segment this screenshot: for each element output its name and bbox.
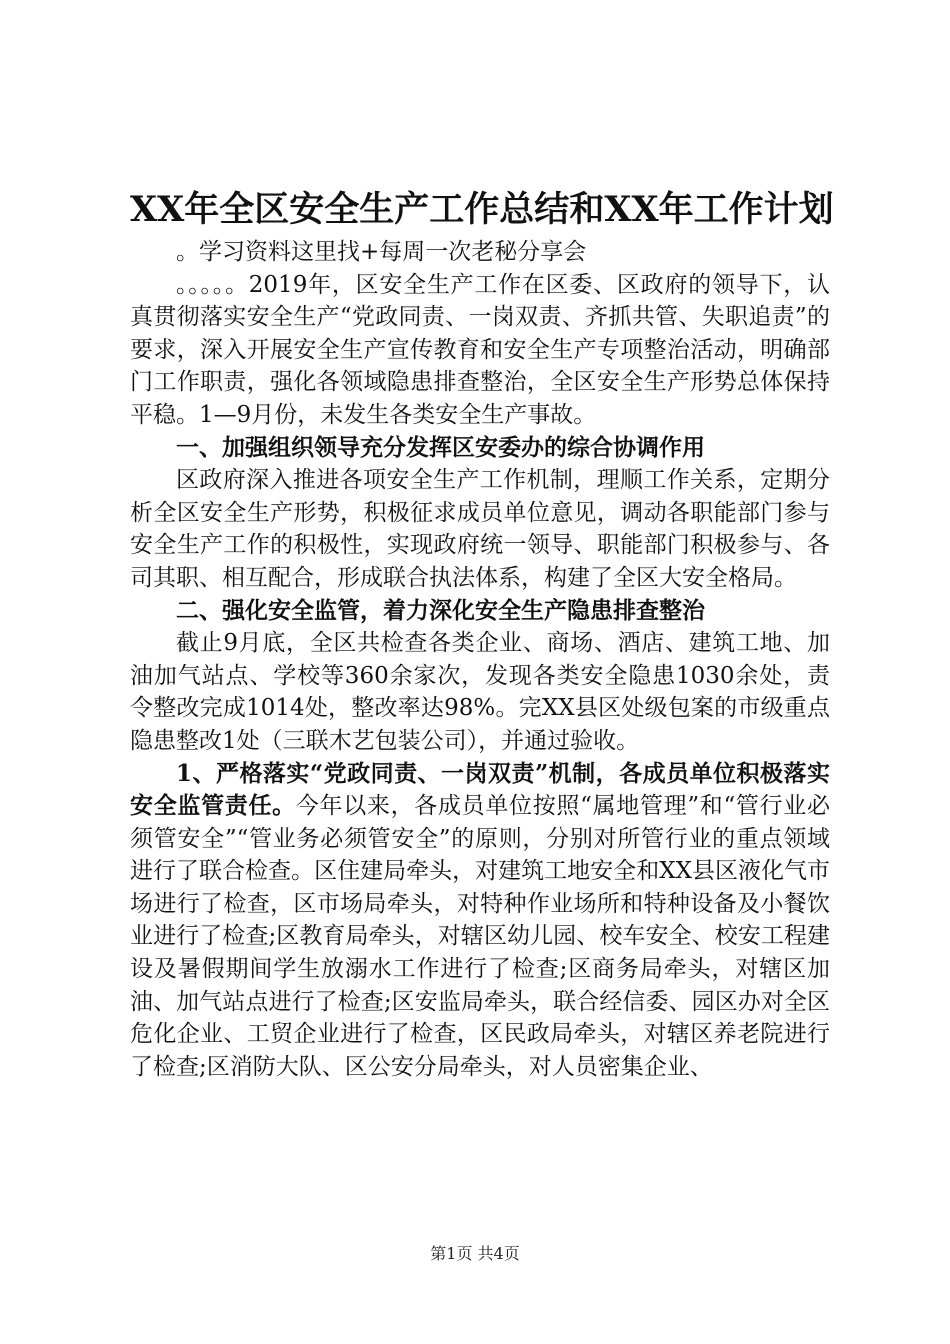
document-body [130, 236, 830, 1083]
section-heading-2: 二、强化安全监管，着力深化安全生产隐患排查整治 [176, 596, 705, 624]
paragraph-summary: 。。。。。2019年，区安全生产工作在区委、区政府的领导下，认真贯彻落实安全生产“党政同责、一岗双责、齐抓共管、失职追责”的要求，深入开展安全生产宣传教育和安全生产专项整治活动，明确部门工作职责，强化各领域隐患排查整治，全区安全生产形势总体保持平稳。1—9月份，未发生各类安全生产事故。 [130, 271, 830, 428]
section-heading-1: 一、加强组织领导充分发挥区安委办的综合协调作用 [176, 433, 705, 461]
paragraph-intro: 。学习资料这里找+每周一次老秘分享会 [176, 239, 587, 265]
paragraph-section-1: 区政府深入推进各项安全生产工作机制，理顺工作关系，定期分析全区安全生产形势，积极征求成员单位意见，调动各职能部门参与安全生产工作的积极性，实现政府统一领导、职能部门积极参与、各司其职、相互配合，形成联合执法体系，构建了全区大安全格局。 [130, 467, 830, 591]
document-title: XX年全区安全生产工作总结和XX年工作计划 [130, 189, 834, 230]
subsection-lead: 1、严格落实“党政同责、一岗双责”机制，各成员单位积极落实安全监管责任。 [130, 759, 830, 820]
paragraph-section-2: 截止9月底，全区共检查各类企业、商场、酒店、建筑工地、加油加气站点、学校等360余家次，发现各类安全隐患1030余处，责令整改完成1014处，整改率达98%。完XX县区处级包案的市级重点隐患整改1处（三联木艺包装公司），并通过验收。 [130, 630, 830, 754]
subsection-text: 今年以来，各成员单位按照“属地管理”和“管行业必须管安全”“管业务必须管安全”的原则，分别对所管行业的重点领域进行了联合检查。区住建局牵头，对建筑工地安全和XX县区液化气市场进行了检查，区市场局牵头，对特种作业场所和特种设备及小餐饮业进行了检查;区教育局牵头，对辖区幼儿园、校车安全、校安工程建设及暑假期间学生放溺水工作进行了检查;区商务局牵头，对辖区加油、加气站点进行了检查;区安监局牵头，联合经信委、园区办对全区危化企业、工贸企业进行了检查，区民政局牵头，对辖区养老院进行了检查;区消防大队、区公安分局牵头，对人员密集企业、 [130, 793, 831, 1080]
paragraph-subsection-1 [130, 758, 830, 1084]
page-footer: 第1页 共4页 [430, 1244, 520, 1263]
